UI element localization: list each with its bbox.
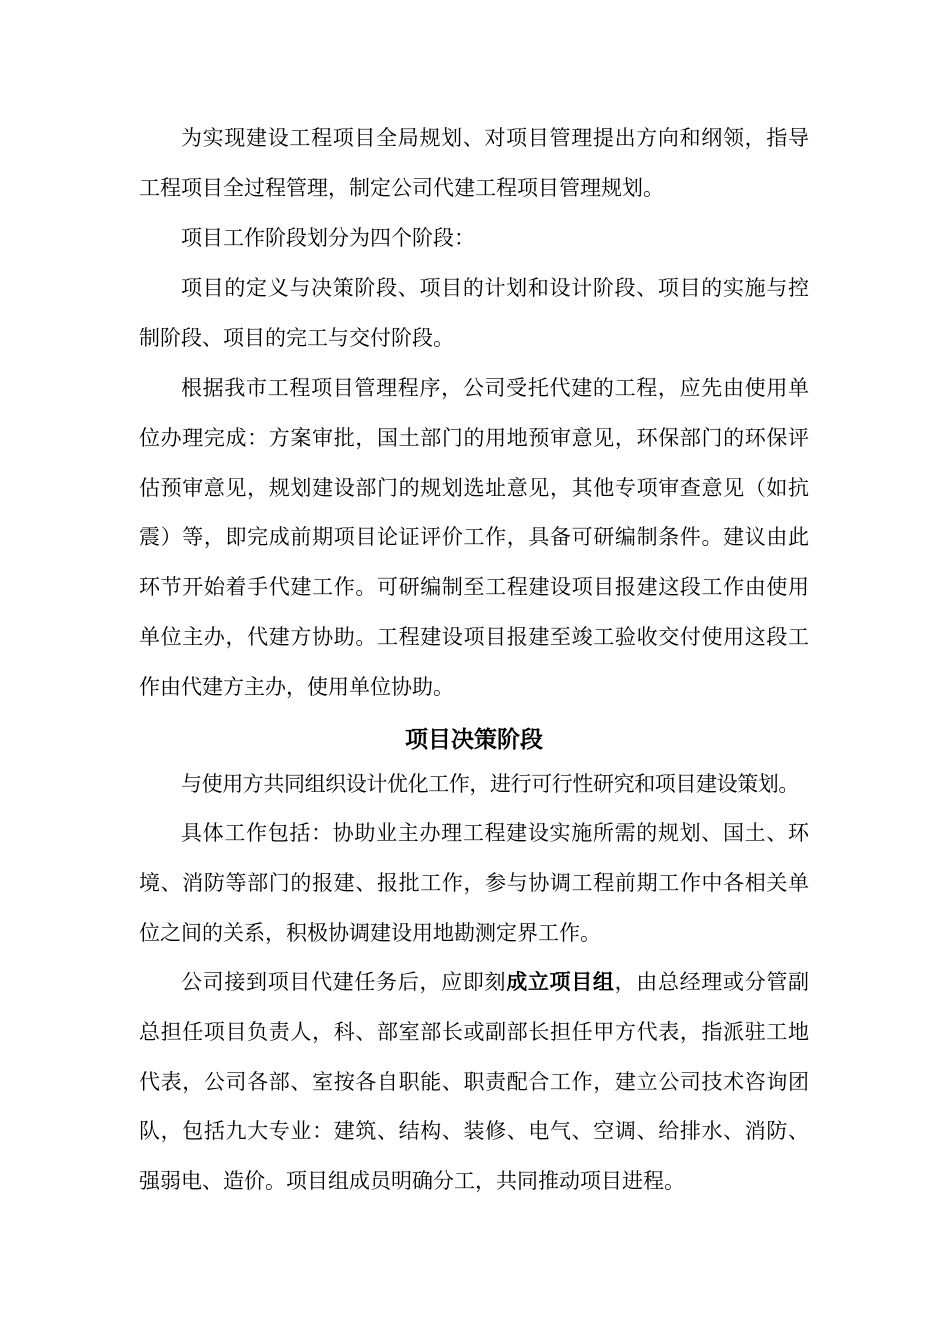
project-team-paragraph	[139, 958, 809, 1207]
intro-paragraph: 为实现建设工程项目全局规划、对项目管理提出方向和纲领，指导工程项目全过程管理，制定公司代建工程项目管理规划。	[139, 126, 809, 200]
project-team-emphasis: 成立项目组	[506, 970, 615, 994]
decision-summary-paragraph: 与使用方共同组织设计优化工作，进行可行性研究和项目建设策划。	[181, 772, 799, 796]
procedure-paragraph: 根据我市工程项目管理程序，公司受托代建的工程，应先由使用单位办理完成：方案审批，国土部门的用地预审意见，环保部门的环保评估预审意见，规划建设部门的规划选址意见，其他专项审查意见（如抗震）等，即完成前期项目论证评价工作，具备可研编制条件。建议由此环节开始着手代建工作。可研编制至工程建设项目报建这段工作由使用单位主办，代建方协助。工程建设项目报建至竣工验收交付使用这段工作由代建方主办，使用单位协助。	[139, 376, 809, 699]
section-heading: 项目决策阶段	[405, 727, 543, 753]
work-content-paragraph: 具体工作包括：协助业主办理工程建设实施所需的规划、国土、环境、消防等部门的报建、报批工作，参与协调工程前期工作中各相关单位之间的关系，积极协调建设用地勘测定界工作。	[139, 821, 809, 945]
stages-intro-paragraph: 项目工作阶段划分为四个阶段：	[181, 226, 475, 250]
stages-list-paragraph: 项目的定义与决策阶段、项目的计划和设计阶段、项目的实施与控制阶段、项目的完工与交付阶段。	[139, 276, 809, 350]
project-team-text-after: ，由总经理或分管副总担任项目负责人，科、部室部长或副部长担任甲方代表，指派驻工地代表，公司各部、室按各自职能、职责配合工作，建立公司技术咨询团队，包括九大专业：建筑、结构、装修、电气、空调、给排水、消防、强弱电、造价。项目组成员明确分工，共同推动项目进程。	[139, 970, 810, 1194]
project-team-text-before: 公司接到项目代建任务后，应即刻	[181, 970, 507, 994]
